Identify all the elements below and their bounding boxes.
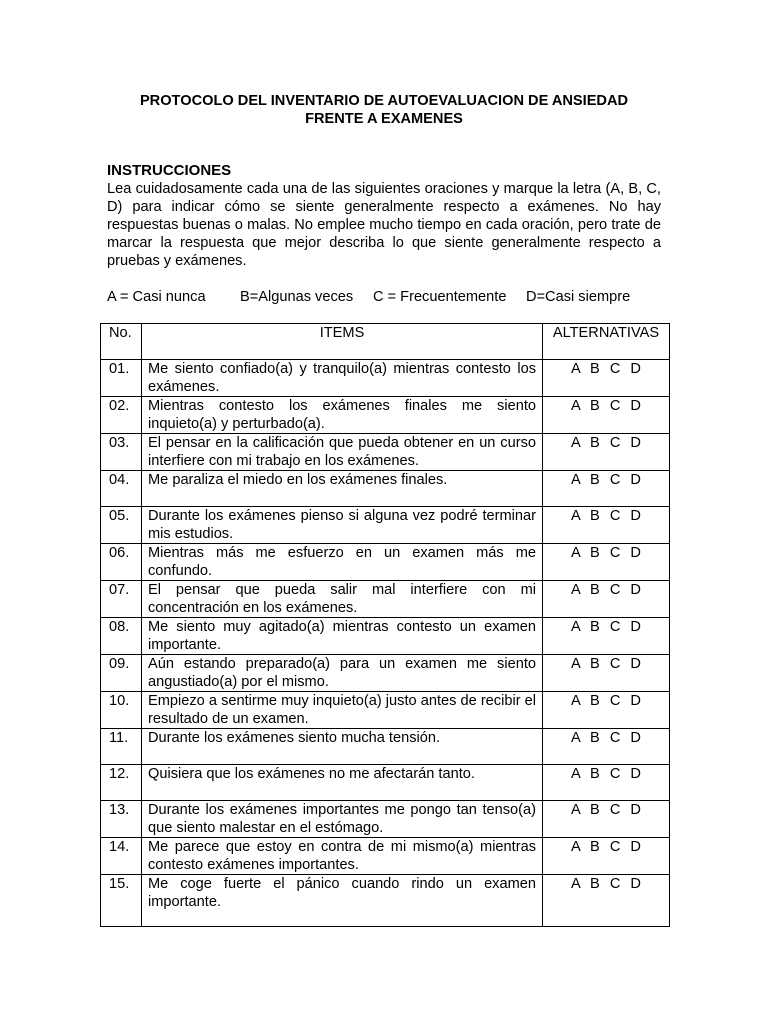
legend-d: D=Casi siempre: [526, 289, 631, 305]
table-row: [101, 471, 670, 507]
item-text: Empiezo a sentirme muy inquieto(a) justo antes de recibir el resultado de un examen.: [142, 692, 543, 729]
table-header-row: [101, 324, 670, 360]
item-text: Aún estando preparado(a) para un examen me siento angustiado(a) por el mismo.: [142, 655, 543, 692]
header-items: ITEMS: [142, 324, 543, 360]
item-text: Mientras contesto los exámenes finales me siento inquieto(a) y perturbado(a).: [142, 397, 543, 434]
item-options[interactable]: A B C D: [543, 838, 670, 875]
legend-c: C = Frecuentemente: [373, 289, 507, 305]
item-number: 07.: [101, 581, 142, 618]
item-number: 08.: [101, 618, 142, 655]
item-text: Durante los exámenes siento mucha tensión.: [142, 729, 543, 765]
item-options[interactable]: A B C D: [543, 655, 670, 692]
table-row: [101, 655, 670, 692]
table-row: [101, 765, 670, 801]
items-table: [100, 323, 670, 927]
item-options[interactable]: A B C D: [543, 618, 670, 655]
item-text: Mientras más me esfuerzo en un examen más me confundo.: [142, 544, 543, 581]
item-number: 09.: [101, 655, 142, 692]
item-number: 01.: [101, 360, 142, 397]
header-no: No.: [101, 324, 142, 360]
table-row: [101, 729, 670, 765]
item-options[interactable]: A B C D: [543, 581, 670, 618]
item-options[interactable]: A B C D: [543, 875, 670, 927]
table-row: [101, 875, 670, 927]
item-text: Me parece que estoy en contra de mi mismo(a) mientras contesto exámenes importantes.: [142, 838, 543, 875]
table-row: [101, 397, 670, 434]
item-text: El pensar en la calificación que pueda obtener en un curso interfiere con mi trabajo en los exámenes.: [142, 434, 543, 471]
item-options[interactable]: A B C D: [543, 765, 670, 801]
table-row: [101, 838, 670, 875]
legend-b: B=Algunas veces: [240, 289, 354, 305]
item-text: Durante los exámenes pienso si alguna vez podré terminar mis estudios.: [142, 507, 543, 544]
item-text: Quisiera que los exámenes no me afectarán tanto.: [142, 765, 543, 801]
header-alternatives: ALTERNATIVAS: [543, 324, 670, 360]
item-number: 04.: [101, 471, 142, 507]
item-number: 02.: [101, 397, 142, 434]
item-options[interactable]: A B C D: [543, 471, 670, 507]
document-title: [107, 92, 661, 128]
item-number: 13.: [101, 801, 142, 838]
item-text: Me siento muy agitado(a) mientras contesto un examen importante.: [142, 618, 543, 655]
table-row: [101, 618, 670, 655]
item-number: 15.: [101, 875, 142, 927]
item-options[interactable]: A B C D: [543, 397, 670, 434]
legend-a: A = Casi nunca: [107, 289, 206, 305]
item-text: Me paraliza el miedo en los exámenes finales.: [142, 471, 543, 507]
table-row: [101, 507, 670, 544]
table-row: [101, 801, 670, 838]
table-row: [101, 692, 670, 729]
item-options[interactable]: A B C D: [543, 801, 670, 838]
table-row: [101, 581, 670, 618]
answer-legend: [107, 288, 667, 306]
instructions-text: Lea cuidadosamente cada una de las siguientes oraciones y marque la letra (A, B, C, D) para indicar cómo se siente generalmente respecto a exámenes. No hay respuestas buenas o malas. No emplee mucho tiempo en cada oración, pero trate de marcar la respuesta que mejor describa lo que siente generalmente respecto a pruebas y exámenes.: [107, 181, 661, 269]
item-text: Me siento confiado(a) y tranquilo(a) mientras contesto los exámenes.: [142, 360, 543, 397]
item-options[interactable]: A B C D: [543, 729, 670, 765]
item-options[interactable]: A B C D: [543, 360, 670, 397]
item-number: 12.: [101, 765, 142, 801]
title-line-2: FRENTE A EXAMENES: [305, 111, 463, 127]
item-number: 10.: [101, 692, 142, 729]
item-number: 03.: [101, 434, 142, 471]
item-options[interactable]: A B C D: [543, 507, 670, 544]
item-text: Me coge fuerte el pánico cuando rindo un examen importante.: [142, 875, 543, 927]
item-number: 06.: [101, 544, 142, 581]
item-options[interactable]: A B C D: [543, 544, 670, 581]
title-line-1: PROTOCOLO DEL INVENTARIO DE AUTOEVALUACION DE ANSIEDAD: [139, 93, 629, 109]
item-number: 05.: [101, 507, 142, 544]
item-text: El pensar que pueda salir mal interfiere con mi concentración en los exámenes.: [142, 581, 543, 618]
item-number: 14.: [101, 838, 142, 875]
table-row: [101, 360, 670, 397]
item-number: 11.: [101, 729, 142, 765]
item-options[interactable]: A B C D: [543, 692, 670, 729]
item-options[interactable]: A B C D: [543, 434, 670, 471]
table-row: [101, 434, 670, 471]
instructions-heading: INSTRUCCIONES: [107, 162, 232, 179]
item-text: Durante los exámenes importantes me pongo tan tenso(a) que siento malestar en el estómago.: [142, 801, 543, 838]
table-row: [101, 544, 670, 581]
